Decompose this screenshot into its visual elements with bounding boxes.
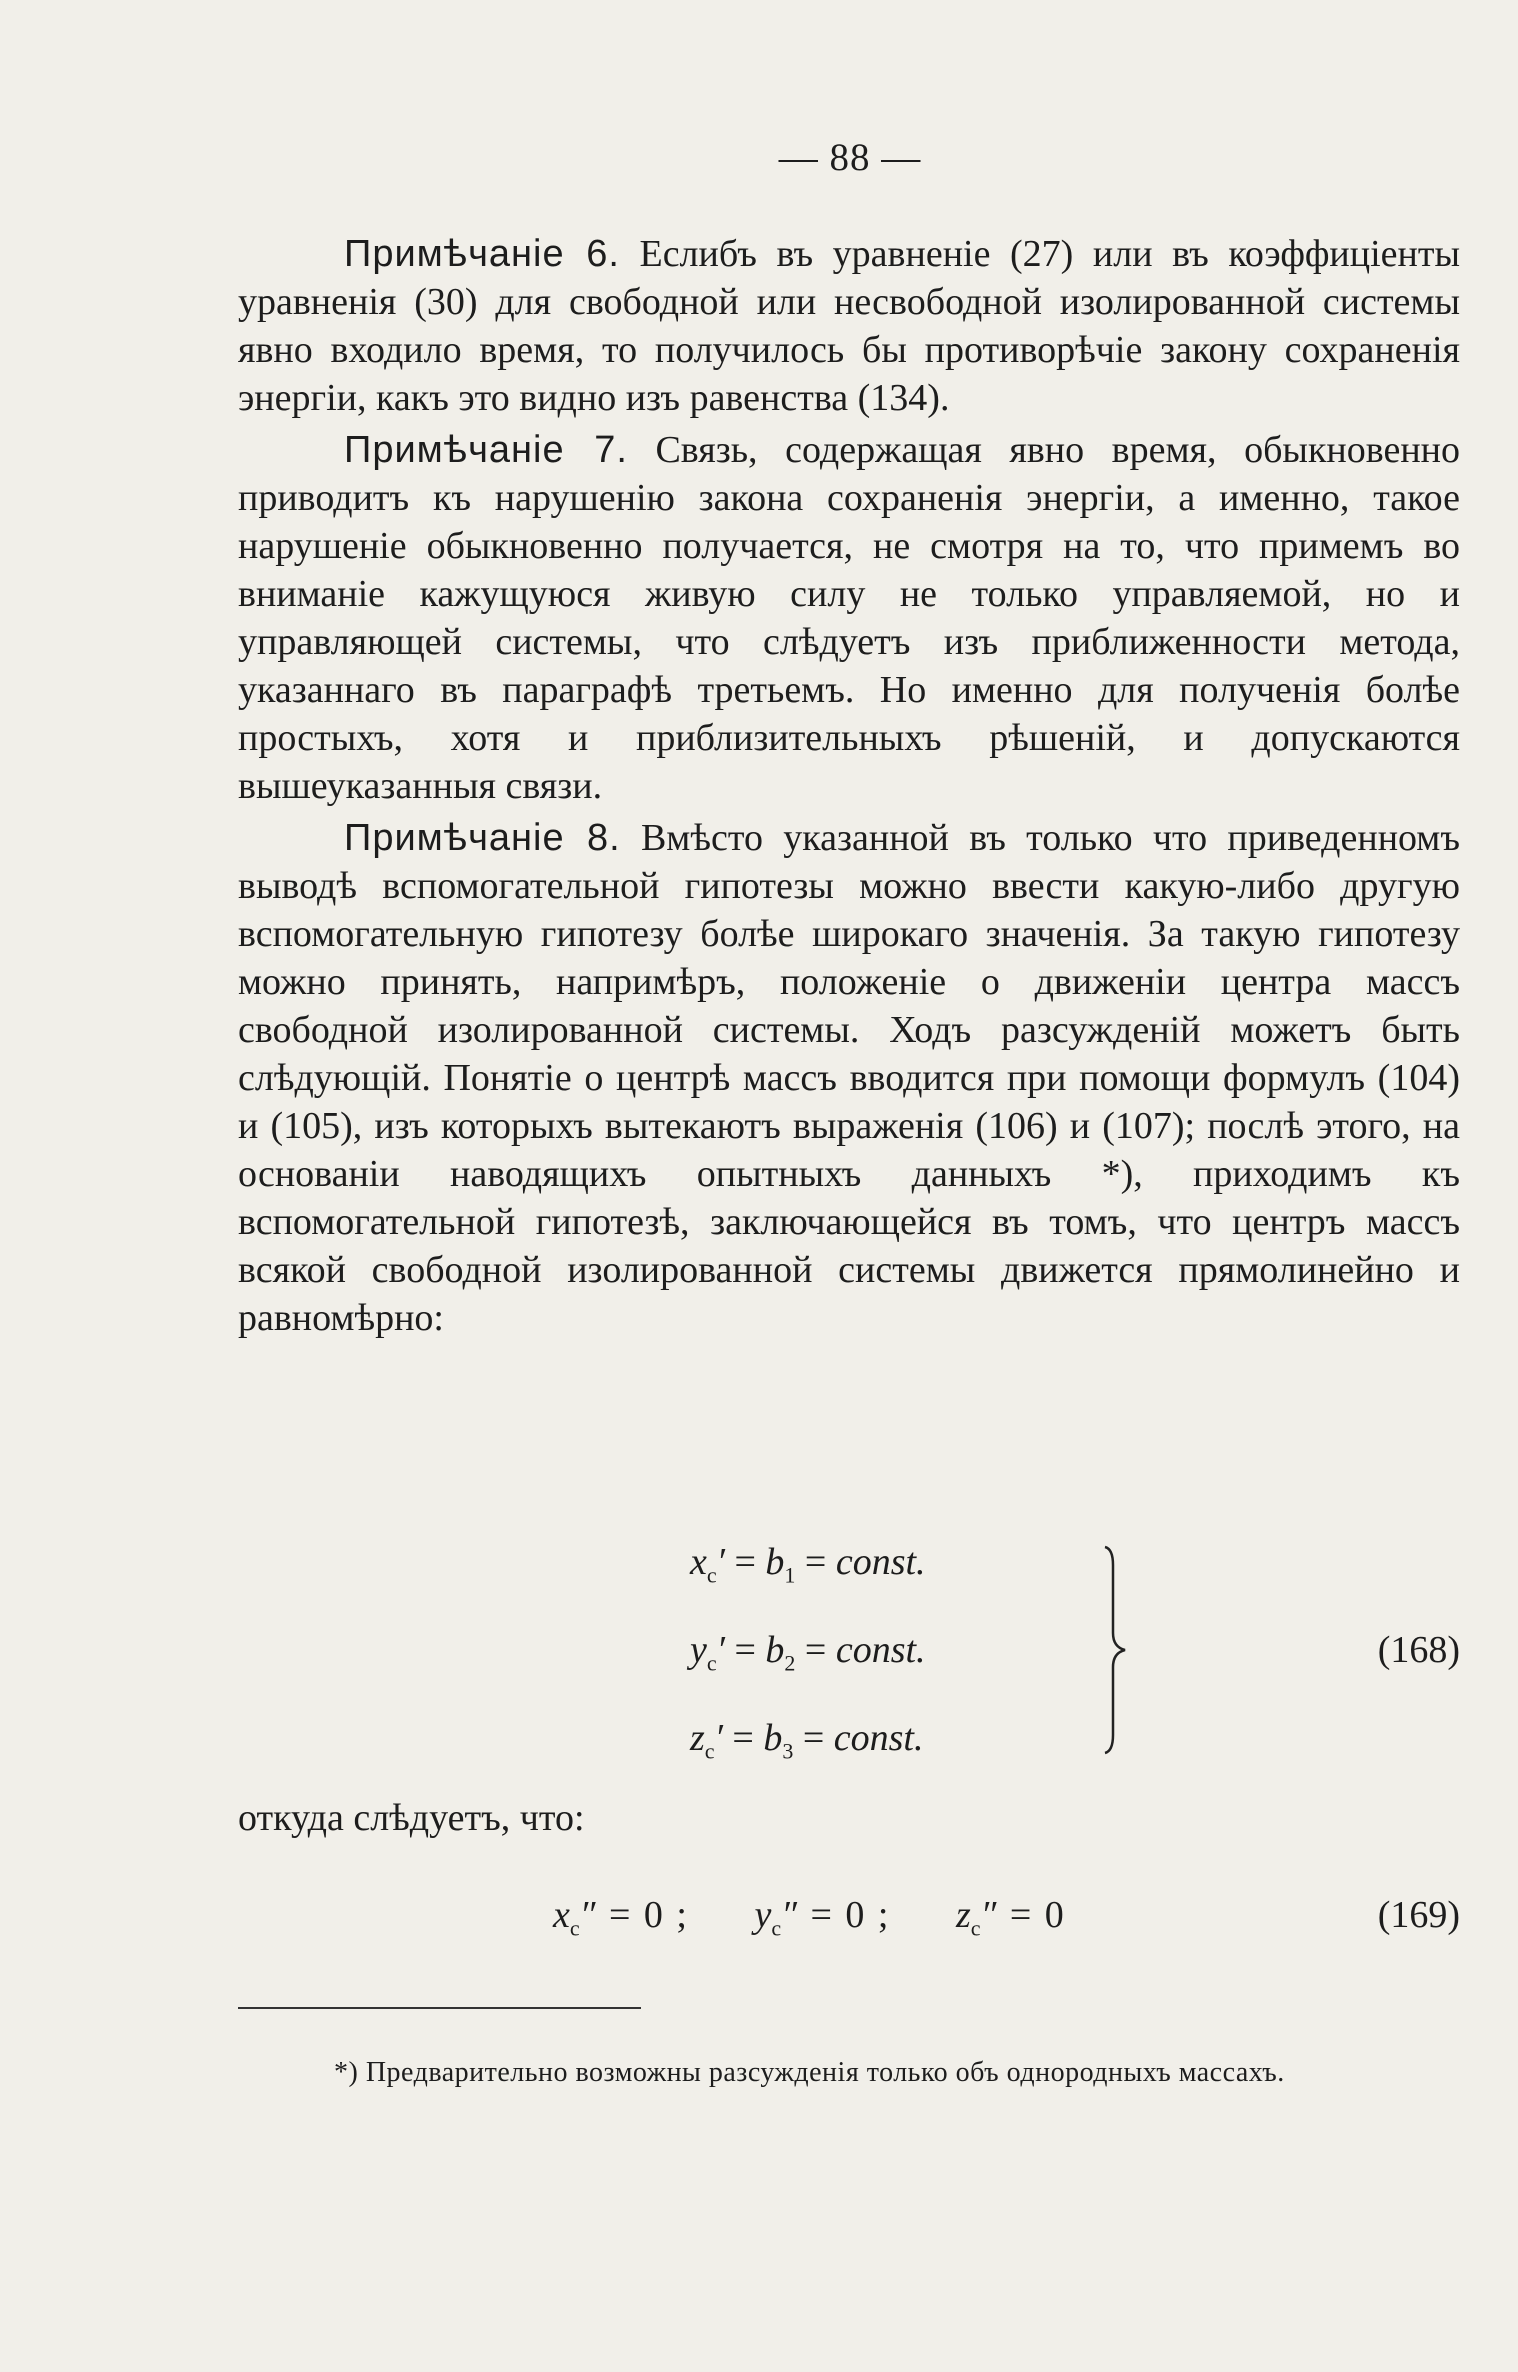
equation-168-row-y: $y_c' = b_2$ = const.: [690, 1629, 926, 1676]
equation-168-row-z: $z_c' = b_3$ = const.: [690, 1717, 924, 1764]
eq-const: const.: [835, 1541, 926, 1583]
eq-const: const.: [833, 1717, 924, 1759]
eq-const: const.: [835, 1629, 926, 1671]
footnote-divider: [238, 2007, 641, 2009]
eq-sub: 1: [784, 1562, 796, 1588]
note-label: Примѣчаніе 6.: [344, 233, 620, 275]
note-8: [238, 814, 1460, 1342]
consequence-text: откуда слѣдуетъ, что:: [238, 1797, 585, 1839]
note-text: Вмѣсто указанной въ только что приведенномъ выводѣ вспомогательной гипотезы можно ввести какую-либо другую вспомогательную гипотезу болѣе широкаго значенія. За такую гипотезу можно принять, напримѣръ, положеніе о движеніи центра массъ свободной изолированной системы. Ходъ разсужденій можетъ быть слѣдующій. Понятіе о центрѣ массъ вводится при помощи формулъ (104) и (105), изъ которыхъ вытекаютъ выраженія (106) и (107); послѣ этого, на основаніи наводящихъ опытныхъ данныхъ *), приходимъ къ вспомогательной гипотезѣ, заключающейся въ томъ, что центръ массъ всякой свободной изолированной системы движется прямолинейно и равномѣрно:: [238, 817, 1461, 1339]
note-label: Примѣчаніе 8.: [344, 817, 621, 859]
note-text: Связь, содержащая явно время, обыкновенно приводитъ къ нарушенію закона сохраненія энергіи, а именно, такое нарушеніе обыкновенно получается, не смотря на то, что примемъ во вниманіе кажущуюся живую силу не только управляемой, но и управляющей системы, что слѣдуетъ изъ приближенности метода, указаннаго въ параграфѣ третьемъ. Но именно для полученія болѣе простыхъ, хотя и приблизительныхъ рѣшеній, и допускаются вышеуказанныя связи.: [238, 429, 1460, 807]
eq-var: z: [690, 1717, 705, 1759]
eq-var: y: [690, 1629, 707, 1671]
eq-sub: 3: [782, 1738, 794, 1764]
equation-169: $x_c'' = 0$ ; $y_c'' = 0$ ; $z_c'' = 0$: [553, 1894, 1064, 1941]
body-text: [238, 230, 1460, 1342]
eq-sub: 2: [784, 1650, 796, 1676]
page-number: — 88 —: [778, 136, 922, 179]
right-brace-icon: [1103, 1545, 1131, 1755]
equation-number-168: (168): [1377, 1629, 1460, 1671]
footnote: *) Предварительно возможны разсужденія только объ однородныхъ массахъ.: [334, 2057, 1285, 2088]
note-text: Еслибъ въ уравненіе (27) или въ коэффиціенты уравненія (30) для свободной или несвободной изолированной системы явно входило время, то получилось бы противорѣчіе закону сохраненія энергіи, какъ это видно изъ равенства (134).: [238, 233, 1461, 419]
equation-168-row-x: $x_c' = b_1$ = const.: [690, 1541, 926, 1588]
note-6: [238, 230, 1460, 422]
eq-var: x: [690, 1541, 707, 1583]
equation-number-169: (169): [1377, 1894, 1460, 1936]
note-label: Примѣчаніе 7.: [344, 429, 628, 471]
note-7: [238, 426, 1460, 810]
